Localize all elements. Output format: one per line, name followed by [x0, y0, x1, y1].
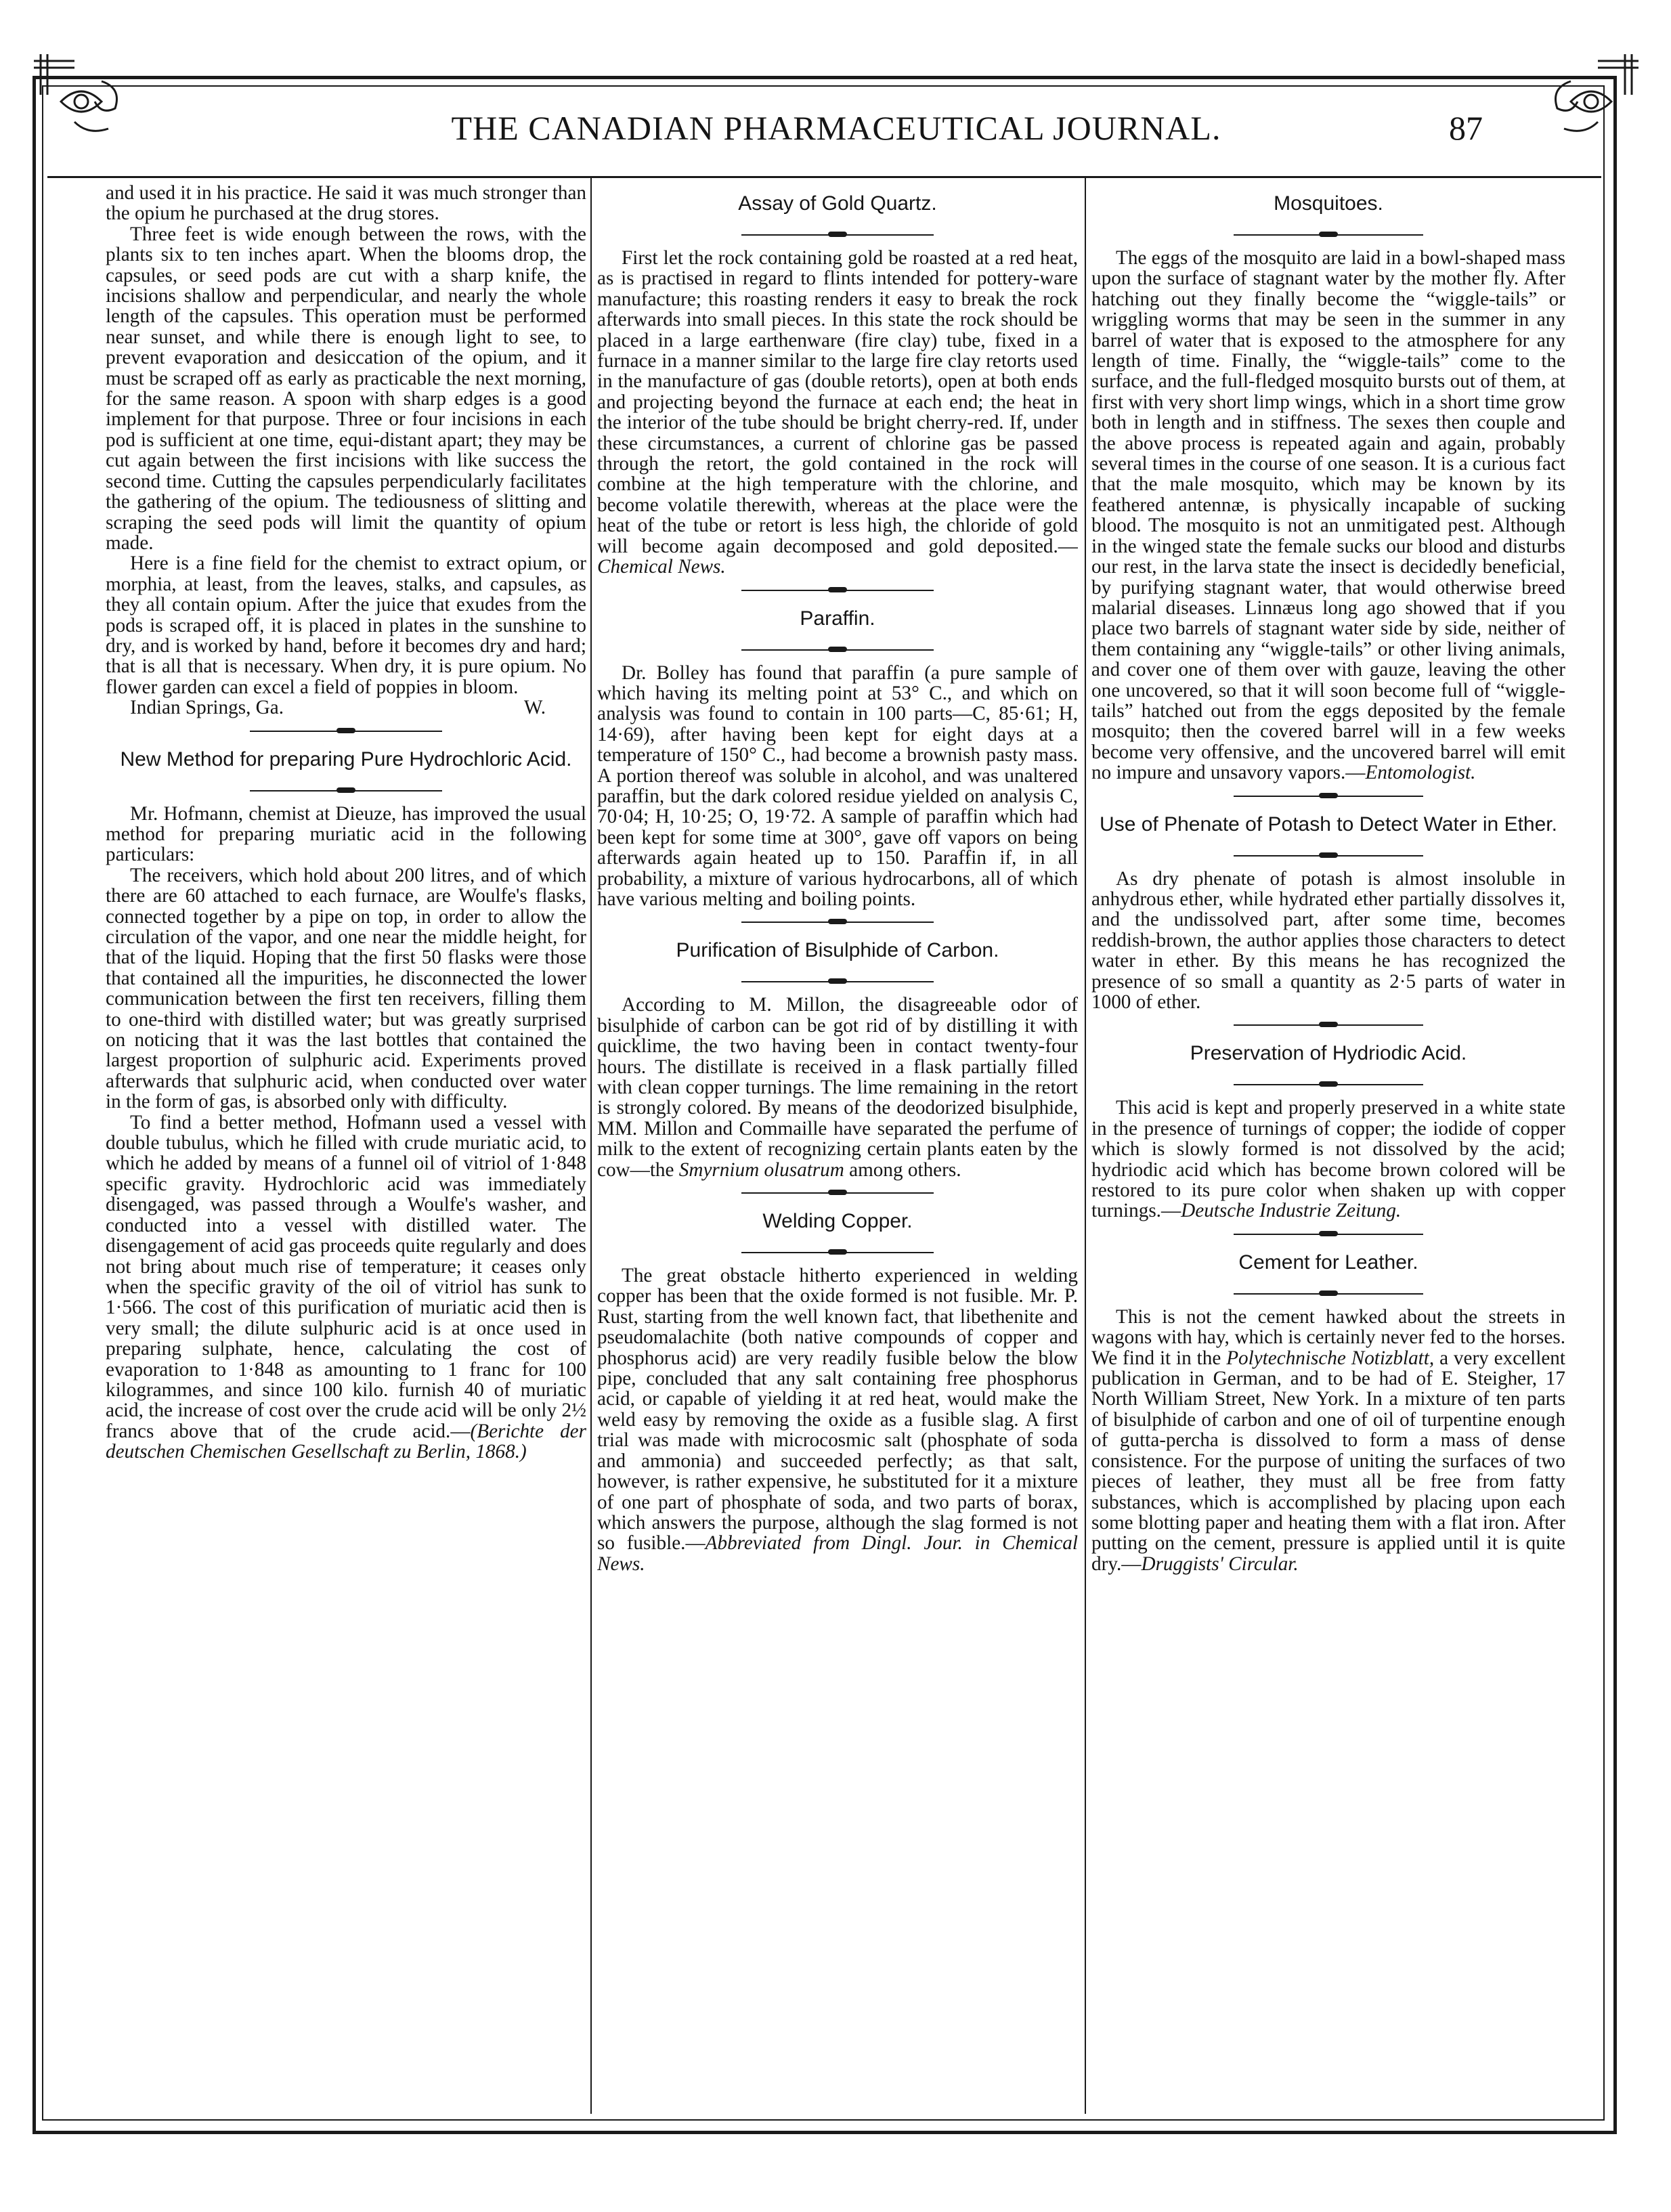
column-divider — [590, 177, 592, 2114]
paragraph — [597, 1265, 1078, 1574]
section-separator — [1091, 1227, 1565, 1242]
source-citation: Entomologist. — [1365, 762, 1476, 784]
article-heading: Mosquitoes. — [1274, 192, 1383, 215]
section-separator — [597, 583, 1078, 598]
section-separator — [597, 643, 1078, 657]
paragraph: Mr. Hofmann, chemist at Dieuze, has improved the usual method for preparing muriatic acid in the following particulars: — [106, 802, 586, 866]
source-citation: Deutsche Industrie Zeitung. — [1181, 1200, 1402, 1222]
source-citation: Chemical News. — [597, 556, 726, 578]
paragraph-text: This is not the cement hawked about the streets in wagons with hay, which is certainly never fed to the horses. We find it in the — [1091, 1305, 1565, 1369]
section-separator — [1091, 848, 1565, 863]
section-separator — [1091, 789, 1565, 804]
section-separator — [597, 1186, 1078, 1200]
paragraph-text: a very excellent publication in German, and to be had of E. Steigher, 17 North William Street, New York. In a mixture of ten parts of bisulphide of carbon and one of oil of turpentine enough of gutta-percha is dissolved to form a mass of dense consistence. For the purpose of uniting the surfaces of two pieces of leather, they must all be free from fatty substances, which is accomplished by placing upon each some blotting paper and heating them with a flat iron. After putting on the cement, pressure is applied until it is quite dry.— — [1091, 1347, 1565, 1575]
paragraph: and used it in his practice. He said it was much stronger than the opium he purchased at the drug stores. — [106, 183, 586, 225]
paragraph: Three feet is wide enough between the rows, with the plants six to ten inches apart. When the blooms drop, the capsules, or seed pods are cut with a sharp knife, the incisions shallow and perpendicular, and nearly the whole length of the capsules. This operation must be performed near sunset, and while there is enough light to see, to prevent evaporation and desiccation of the opium, and it must be scraped off as early as practicable the next morning, for the same reason. A spoon with sharp edges is a good implement for that purpose. Three or four incisions in each pod is sufficient at one time, equi-distant apart; they may be cut again between the first incisions with like success the second time. Cutting the capsules perpendicularly facilitates the gathering of the opium. The tediousness of slitting and scraping the seed pods will limit the quantity of opium made. — [106, 223, 586, 554]
article-heading: Purification of Bisulphide of Carbon. — [676, 939, 999, 962]
article-heading: Paraffin. — [800, 607, 875, 630]
source-citation: Abbreviated from Dingl. Jour. in Chemical News. — [597, 1532, 1078, 1575]
column-right — [1091, 183, 1565, 2106]
paragraph — [1091, 1307, 1565, 1574]
article-signature — [106, 697, 586, 718]
section-separator — [1091, 1077, 1565, 1092]
column-left — [106, 183, 586, 2106]
page-number: 87 — [1449, 109, 1483, 147]
section-separator — [597, 227, 1078, 242]
section-separator — [1091, 227, 1565, 242]
source-citation: Druggists' Circular. — [1141, 1553, 1299, 1575]
paragraph-text: The eggs of the mosquito are laid in a bowl-shaped mass upon the surface of stagnant water by the mother fly. After hatching out they finally become the “wiggle-tails” or wriggling worms that may be seen in the summer in any barrel of water that is exposed to the atmosphere for any length of time. Finally, the “wiggle-tails” come to the surface, and the full-fledged mosquito bursts out of them, at first with very short limp wings, which in a short time grow both in length and in stiffness. The sexes then couple and the above process is repeated again and again, probably several times in the course of one season. It is a curious fact that the male mosquito, which may be known by its feathered antennæ, is physically incapable of sucking blood. The mosquito is not an unmitigated pest. Although in the winged state the female sucks our blood and disturbs our rest, in the larva state the insect is decidedly beneficial, by purifying stagnant water, that would otherwise breed malarial diseases. Linnæus long ago showed that if you place two barrels of stagnant water side by side, neither of them containing any “wiggle-tails” or other living animals, and cover one of them over with gauze, leaving the other one uncovered, so that it will soon become full of “wiggle-tails” hatched out from the eggs deposited by the female mosquito; then the covered barrel will in a few weeks become very offensive, and the uncovered barrel will emit no impure and unsavory vapors.— — [1091, 247, 1565, 784]
paragraph-text: According to M. Millon, the disagreeable odor of bisulphide of carbon can be got rid of by distilling it with quicklime, the two having been in contact twenty-four hours. The distillate is received in a flask partially filled with clean copper turnings. The lime remaining in the retort is strongly colored. By means of the deodorized bisulphide, MM. Millon and Commaille have separated the perfume of milk to the extent of recognizing certain plants eaten by the cow—the — [597, 994, 1078, 1181]
italic-term: Smyrnium olusatrum — [678, 1158, 844, 1181]
signature-initial: W. — [523, 697, 546, 719]
corner-ornament-left — [20, 41, 156, 142]
article-heading: Welding Copper. — [762, 1210, 913, 1233]
section-separator — [597, 974, 1078, 989]
section-separator — [1091, 1286, 1565, 1301]
paragraph — [1091, 248, 1565, 783]
article-heading: Use of Phenate of Potash to Detect Water in Ether. — [1100, 812, 1557, 836]
paragraph: Dr. Bolley has found that paraffin (a pure sample of which having its melting point at 53° C., and which on analysis was found to contain in 100 parts—C, 85·61; H, 14·69), after having been kept for eight days at a temperature of 150° C., had become a brownish pasty mass. A portion thereof was soluble in alcohol, and was unaltered paraffin, but the dark colored residue yielded on analysis C, 70·04; H, 10·25; O, 19·72. A sample of paraffin which had been kept for some time at 300°, gave off vapors on being afterwards again heated up to 150. Paraffin if, in all probability, a mixture of various hydrocarbons, all of which have various melting and boiling points. — [597, 662, 1078, 910]
paragraph-text: First let the rock containing gold be roasted at a red heat, as is practised in regard to flints intended for pottery-ware manufacture; this roasting renders it easy to break the rock afterwards into small pieces. In this state the rock should be placed in a large earthenware (fire clay) tube, fixed in a furnace in a manner similar to the large fire clay retorts used in the manufacture of gas (double retorts), open at both ends and projecting beyond the furnace at each end; the heat in the interior of the tube should be bright cherry-red. If, under these circumstances, a current of chlorine gas be passed through the retort, the gold contained in the rock will combine at the high temperature with the chlorine, and become volatile therewith, whereas at the place were the heat of the tube or retort is less high, the chloride of gold will become again decomposed and gold deposited.— — [597, 247, 1078, 557]
paragraph — [106, 1112, 586, 1462]
section-separator — [106, 783, 586, 798]
journal-title: THE CANADIAN PHARMACEUTICAL JOURNAL. — [451, 109, 1221, 147]
section-separator — [106, 724, 586, 739]
header-rule — [47, 176, 1601, 178]
section-separator — [597, 915, 1078, 930]
paragraph: The receivers, which hold about 200 litres, and of which there are 60 attached to each furnace, are Woulfe's flasks, connected together by a pipe on top, in order to allow the circulation of the vapor, and one near the middle height, for that of the liquid. Hoping that the first 50 flasks were those that contained all the impurities, he disconnected the lower communication between the first ten receivers, filling them to one-third with distilled water; but was greatly surprised on noticing that it was the last bottles that contained the largest proportion of sulphuric acid. Experiments proved afterwards that sulphuric acid, when conducted over water in the form of gas, is absorbed only with difficulty. — [106, 864, 586, 1113]
page-header — [190, 103, 1483, 157]
corner-ornament-right — [1517, 41, 1652, 142]
paragraph-text: among others. — [849, 1158, 961, 1181]
section-separator — [597, 1245, 1078, 1260]
paragraph — [597, 995, 1078, 1180]
paragraph-text: This acid is kept and properly preserved in a white state in the presence of turnings of copper; the iodide of copper which is slowly formed is not dissolved by the acid; hydriodic acid which has become brown colored will be restored to its pure color when shaken up with copper turnings.— — [1091, 1097, 1565, 1222]
column-divider — [1085, 177, 1086, 2114]
italic-term: Polytechnische Notizblatt, — [1226, 1347, 1435, 1369]
paragraph: As dry phenate of potash is almost insoluble in anhydrous ether, while hydrated ether partially dissolves it, and the undissolved part, after some time, becomes reddish-brown, the author applies those characters to detect water in ether. By this means he has recognized the presence of so small a quantity as 2·5 parts of water in 1000 of ether. — [1091, 867, 1565, 1013]
article-heading: Assay of Gold Quartz. — [738, 192, 937, 215]
article-heading: New Method for preparing Pure Hydrochloric Acid. — [120, 747, 572, 771]
source-citation: (Berichte der deutschen Chemischen Gesellschaft zu Berlin, 1868.) — [106, 1420, 586, 1463]
signature-place: Indian Springs, Ga. — [130, 697, 284, 719]
paragraph-text: To find a better method, Hofmann used a vessel with double tubulus, which he filled with crude muriatic acid, to which he added by means of a funnel oil of vitriol of 1·848 specific gravity. Hydrochloric acid was immediately disengaged, was passed through a Woulfe's washer, and conducted into a vessel with distilled water. The disengagement of acid gas proceeds quite regularly and does not bring about much rise of temperature; it ceases only when the specific gravity of the oil of vitriol has sunk to 1·566. The cost of this purification of muriatic acid then is very small; the dilute sulphuric acid is at once used in preparing sulphate, hence, calculating the cost of evaporation to 1·848 as amounting to 1 franc for 100 kilogrammes, and since 100 kilo. furnish 40 of muriatic acid, the increase of cost over the crude acid will be only 2½ francs above that of the crude acid.— — [106, 1111, 586, 1442]
paragraph-text: The great obstacle hitherto experienced in welding copper has been that the oxide formed is not fusible. Mr. P. Rust, starting from the well known fact, that libethenite and pseudomalachite (both native compounds of copper and phosphorus acid) are very readily fusible below the blow pipe, concluded that any salt containing free phosphorus acid, or capable of yielding it at red heat, would make the weld easy by removing the oxide as a fusible slag. A first trial was made with microcosmic salt (phosphate of soda and ammonia) and succeeded perfectly; as that salt, however, is rather expensive, he substituted for it a mixture of one part of phosphate of soda, and two parts of borax, which answers the purpose, although the slag formed is not so fusible.— — [597, 1265, 1078, 1555]
paragraph — [597, 248, 1078, 578]
column-middle — [597, 183, 1078, 2106]
section-separator — [1091, 1018, 1565, 1033]
article-heading: Preservation of Hydriodic Acid. — [1190, 1042, 1467, 1065]
paragraph: Here is a fine field for the chemist to extract opium, or morphia, at least, from the leaves, stalks, and capsules, as they all contain opium. After the juice that exudes from the pods is scraped off, it is placed in plates in the sunshine to dry, and is worked by hand, before it becomes dry and hard; that is all that is necessary. When dry, it is pure opium. No flower garden can excel a field of poppies in bloom. — [106, 552, 586, 698]
paragraph — [1091, 1098, 1565, 1221]
article-heading: Cement for Leather. — [1238, 1251, 1418, 1274]
